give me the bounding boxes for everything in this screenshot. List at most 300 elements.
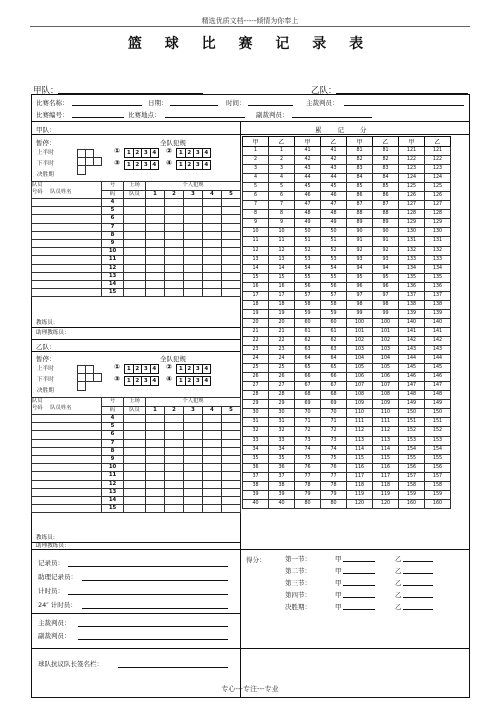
score-cell[interactable]: 63 (295, 346, 321, 355)
foul-box[interactable]: 4 (202, 161, 211, 170)
on-court-cell[interactable] (124, 215, 146, 223)
on-court-cell[interactable] (124, 480, 146, 488)
score-cell[interactable]: 99 (373, 309, 399, 318)
foul-cell[interactable] (203, 456, 222, 464)
score-cell[interactable]: 126 (425, 192, 451, 201)
score-cell[interactable]: 98 (347, 300, 373, 309)
score-cell[interactable]: 44 (321, 174, 347, 183)
score-cell[interactable]: 122 (399, 156, 425, 165)
score-cell[interactable]: 120 (347, 499, 373, 508)
foul-cell[interactable] (146, 488, 165, 496)
foul-cell[interactable] (184, 272, 203, 280)
score-cell[interactable]: 155 (399, 454, 425, 463)
score-cell[interactable]: 77 (295, 472, 321, 481)
score-cell[interactable]: 15 (269, 273, 295, 282)
foul-box[interactable]: 1 (177, 377, 186, 386)
score-cell[interactable]: 71 (321, 418, 347, 427)
foul-cell[interactable] (222, 223, 241, 231)
score-cell[interactable]: 45 (295, 183, 321, 192)
foul-cell[interactable] (203, 472, 222, 480)
score-cell[interactable]: 48 (321, 210, 347, 219)
score-cell[interactable]: 146 (425, 373, 451, 382)
foul-cell[interactable] (203, 431, 222, 439)
score-cell[interactable]: 132 (425, 246, 451, 255)
score-cell[interactable]: 113 (373, 436, 399, 445)
foul-cell[interactable] (222, 456, 241, 464)
score-cell[interactable]: 14 (243, 264, 269, 273)
score-cell[interactable]: 151 (399, 418, 425, 427)
foul-box[interactable]: 3 (142, 161, 151, 170)
score-cell[interactable]: 20 (269, 318, 295, 327)
foul-cell[interactable] (165, 439, 184, 447)
score-cell[interactable]: 68 (321, 391, 347, 400)
on-court-cell[interactable] (124, 223, 146, 231)
foul-cell[interactable] (222, 272, 241, 280)
foul-cell[interactable] (222, 472, 241, 480)
score-cell[interactable]: 37 (243, 472, 269, 481)
score-cell[interactable]: 7 (269, 201, 295, 210)
score-cell[interactable]: 146 (399, 373, 425, 382)
score-cell[interactable]: 86 (373, 192, 399, 201)
timeout-box[interactable] (78, 150, 86, 158)
foul-cell[interactable] (165, 415, 184, 423)
foul-cell[interactable] (165, 264, 184, 272)
score-cell[interactable]: 27 (243, 382, 269, 391)
timeout-box[interactable] (86, 366, 94, 374)
team-b-score-line[interactable] (403, 573, 433, 574)
score-cell[interactable]: 47 (321, 201, 347, 210)
score-cell[interactable]: 154 (425, 445, 451, 454)
foul-cell[interactable] (165, 464, 184, 472)
foul-cell[interactable] (184, 215, 203, 223)
foul-box[interactable]: 4 (202, 377, 211, 386)
score-cell[interactable]: 61 (321, 327, 347, 336)
score-cell[interactable]: 20 (243, 318, 269, 327)
score-cell[interactable]: 143 (399, 346, 425, 355)
score-cell[interactable]: 48 (295, 210, 321, 219)
foul-cell[interactable] (146, 281, 165, 289)
score-cell[interactable]: 25 (243, 364, 269, 373)
foul-cell[interactable] (165, 199, 184, 207)
foul-cell[interactable] (146, 472, 165, 480)
score-cell[interactable]: 44 (295, 174, 321, 183)
score-cell[interactable]: 156 (425, 463, 451, 472)
foul-cell[interactable] (146, 464, 165, 472)
on-court-cell[interactable] (124, 289, 146, 297)
score-cell[interactable]: 2 (243, 156, 269, 165)
score-cell[interactable]: 111 (347, 418, 373, 427)
score-cell[interactable]: 106 (347, 373, 373, 382)
score-cell[interactable]: 16 (243, 282, 269, 291)
foul-cell[interactable] (222, 256, 241, 264)
player-name-cell[interactable] (32, 248, 102, 256)
score-cell[interactable]: 12 (269, 246, 295, 255)
score-cell[interactable]: 82 (373, 156, 399, 165)
foul-cell[interactable] (146, 456, 165, 464)
score-cell[interactable]: 85 (347, 183, 373, 192)
foul-box[interactable]: 2 (133, 149, 142, 158)
foul-box[interactable]: 4 (202, 149, 211, 158)
score-cell[interactable]: 1 (269, 147, 295, 156)
score-cell[interactable]: 130 (399, 228, 425, 237)
team-b-score-line[interactable] (403, 609, 433, 610)
score-cell[interactable]: 124 (425, 174, 451, 183)
score-cell[interactable]: 89 (373, 219, 399, 228)
score-cell[interactable]: 153 (399, 436, 425, 445)
score-cell[interactable]: 160 (399, 499, 425, 508)
team-b-score-line[interactable] (403, 561, 433, 562)
score-cell[interactable]: 102 (373, 336, 399, 345)
score-cell[interactable]: 141 (399, 327, 425, 336)
foul-cell[interactable] (146, 215, 165, 223)
foul-cell[interactable] (184, 497, 203, 505)
foul-cell[interactable] (203, 415, 222, 423)
foul-cell[interactable] (146, 207, 165, 215)
score-cell[interactable]: 119 (347, 490, 373, 499)
foul-cell[interactable] (203, 215, 222, 223)
score-cell[interactable]: 66 (321, 373, 347, 382)
player-name-cell[interactable] (32, 497, 102, 505)
score-cell[interactable]: 109 (373, 400, 399, 409)
score-cell[interactable]: 6 (243, 192, 269, 201)
score-cell[interactable]: 142 (425, 336, 451, 345)
score-cell[interactable]: 83 (347, 165, 373, 174)
score-cell[interactable]: 15 (243, 273, 269, 282)
score-cell[interactable]: 149 (399, 400, 425, 409)
score-cell[interactable]: 3 (269, 165, 295, 174)
foul-cell[interactable] (146, 223, 165, 231)
foul-cell[interactable] (222, 505, 241, 513)
timeout-box[interactable] (86, 158, 94, 166)
foul-cell[interactable] (222, 215, 241, 223)
score-cell[interactable]: 36 (269, 463, 295, 472)
on-court-cell[interactable] (124, 240, 146, 248)
foul-cell[interactable] (146, 431, 165, 439)
score-cell[interactable]: 150 (399, 409, 425, 418)
score-cell[interactable]: 67 (321, 382, 347, 391)
foul-cell[interactable] (165, 223, 184, 231)
foul-cell[interactable] (184, 423, 203, 431)
score-cell[interactable]: 129 (425, 219, 451, 228)
score-cell[interactable]: 59 (295, 309, 321, 318)
score-cell[interactable]: 93 (347, 255, 373, 264)
score-cell[interactable]: 108 (347, 391, 373, 400)
foul-cell[interactable] (165, 272, 184, 280)
foul-box[interactable]: 2 (185, 377, 194, 386)
score-cell[interactable]: 76 (321, 463, 347, 472)
foul-box[interactable]: 2 (133, 377, 142, 386)
score-cell[interactable]: 147 (425, 382, 451, 391)
foul-box[interactable]: 3 (142, 149, 151, 158)
timeout-box[interactable] (78, 166, 86, 174)
foul-cell[interactable] (165, 497, 184, 505)
score-cell[interactable]: 54 (295, 264, 321, 273)
foul-cell[interactable] (184, 289, 203, 297)
score-cell[interactable]: 21 (269, 327, 295, 336)
score-cell[interactable]: 23 (243, 346, 269, 355)
player-name-cell[interactable] (32, 215, 102, 223)
score-cell[interactable]: 124 (399, 174, 425, 183)
score-cell[interactable]: 55 (321, 273, 347, 282)
score-cell[interactable]: 137 (399, 291, 425, 300)
foul-box[interactable]: 1 (177, 161, 186, 170)
score-cell[interactable]: 46 (321, 192, 347, 201)
score-cell[interactable]: 40 (269, 499, 295, 508)
score-cell[interactable]: 9 (243, 219, 269, 228)
player-name-cell[interactable] (32, 272, 102, 280)
foul-cell[interactable] (146, 272, 165, 280)
score-cell[interactable]: 147 (399, 382, 425, 391)
on-court-cell[interactable] (124, 439, 146, 447)
foul-box[interactable]: 1 (177, 149, 186, 158)
score-cell[interactable]: 61 (295, 327, 321, 336)
foul-cell[interactable] (146, 248, 165, 256)
score-cell[interactable]: 160 (425, 499, 451, 508)
score-cell[interactable]: 115 (373, 454, 399, 463)
team-a-score-line[interactable] (343, 609, 375, 610)
score-cell[interactable]: 90 (347, 228, 373, 237)
score-cell[interactable]: 51 (295, 237, 321, 246)
player-name-cell[interactable] (32, 488, 102, 496)
score-cell[interactable]: 135 (425, 273, 451, 282)
foul-cell[interactable] (203, 199, 222, 207)
score-cell[interactable]: 49 (295, 219, 321, 228)
score-cell[interactable]: 158 (399, 481, 425, 490)
score-cell[interactable]: 94 (347, 264, 373, 273)
score-cell[interactable]: 32 (269, 427, 295, 436)
on-court-cell[interactable] (124, 231, 146, 239)
team-b-score-line[interactable] (403, 597, 433, 598)
score-cell[interactable]: 91 (373, 237, 399, 246)
foul-box[interactable]: 2 (133, 365, 142, 374)
on-court-cell[interactable] (124, 431, 146, 439)
foul-box[interactable]: 4 (150, 365, 159, 374)
foul-cell[interactable] (203, 480, 222, 488)
foul-cell[interactable] (184, 240, 203, 248)
score-cell[interactable]: 98 (373, 300, 399, 309)
score-cell[interactable]: 55 (295, 273, 321, 282)
score-cell[interactable]: 13 (243, 255, 269, 264)
score-cell[interactable]: 74 (321, 445, 347, 454)
score-cell[interactable]: 36 (243, 463, 269, 472)
foul-cell[interactable] (184, 480, 203, 488)
score-cell[interactable]: 26 (269, 373, 295, 382)
score-cell[interactable]: 43 (321, 165, 347, 174)
on-court-cell[interactable] (124, 497, 146, 505)
score-cell[interactable]: 141 (425, 327, 451, 336)
player-name-cell[interactable] (32, 480, 102, 488)
foul-cell[interactable] (222, 199, 241, 207)
foul-cell[interactable] (184, 199, 203, 207)
score-cell[interactable]: 149 (425, 400, 451, 409)
score-cell[interactable]: 9 (269, 219, 295, 228)
on-court-cell[interactable] (124, 248, 146, 256)
foul-cell[interactable] (146, 415, 165, 423)
score-cell[interactable]: 107 (347, 382, 373, 391)
score-cell[interactable]: 31 (269, 418, 295, 427)
score-cell[interactable]: 11 (243, 237, 269, 246)
score-cell[interactable]: 33 (243, 436, 269, 445)
score-cell[interactable]: 47 (295, 201, 321, 210)
score-cell[interactable]: 105 (347, 364, 373, 373)
player-name-cell[interactable] (32, 240, 102, 248)
foul-cell[interactable] (222, 447, 241, 455)
player-name-cell[interactable] (32, 207, 102, 215)
score-cell[interactable]: 53 (295, 255, 321, 264)
foul-cell[interactable] (203, 223, 222, 231)
foul-box[interactable]: 2 (185, 149, 194, 158)
on-court-cell[interactable] (124, 464, 146, 472)
foul-cell[interactable] (184, 415, 203, 423)
score-cell[interactable]: 116 (373, 463, 399, 472)
foul-cell[interactable] (165, 423, 184, 431)
score-cell[interactable]: 133 (425, 255, 451, 264)
score-cell[interactable]: 114 (347, 445, 373, 454)
score-cell[interactable]: 81 (347, 147, 373, 156)
foul-box[interactable]: 3 (194, 377, 203, 386)
score-cell[interactable]: 10 (243, 228, 269, 237)
score-cell[interactable]: 66 (295, 373, 321, 382)
score-cell[interactable]: 103 (347, 346, 373, 355)
score-cell[interactable]: 83 (373, 165, 399, 174)
foul-cell[interactable] (165, 431, 184, 439)
foul-box[interactable]: 1 (125, 365, 134, 374)
score-cell[interactable]: 138 (399, 300, 425, 309)
score-cell[interactable]: 138 (425, 300, 451, 309)
foul-cell[interactable] (165, 289, 184, 297)
score-cell[interactable]: 145 (399, 364, 425, 373)
score-cell[interactable]: 56 (295, 282, 321, 291)
score-cell[interactable]: 109 (347, 400, 373, 409)
score-cell[interactable]: 140 (399, 318, 425, 327)
foul-cell[interactable] (165, 447, 184, 455)
score-cell[interactable]: 136 (399, 282, 425, 291)
foul-box[interactable]: 4 (150, 161, 159, 170)
foul-cell[interactable] (222, 423, 241, 431)
foul-cell[interactable] (165, 231, 184, 239)
timeout-box[interactable] (78, 366, 86, 374)
on-court-cell[interactable] (124, 264, 146, 272)
foul-cell[interactable] (184, 248, 203, 256)
foul-cell[interactable] (165, 456, 184, 464)
score-cell[interactable]: 8 (269, 210, 295, 219)
score-cell[interactable]: 46 (295, 192, 321, 201)
score-cell[interactable]: 4 (269, 174, 295, 183)
foul-cell[interactable] (203, 272, 222, 280)
score-cell[interactable]: 153 (425, 436, 451, 445)
score-cell[interactable]: 92 (347, 246, 373, 255)
score-cell[interactable]: 52 (321, 246, 347, 255)
foul-cell[interactable] (146, 256, 165, 264)
foul-cell[interactable] (184, 223, 203, 231)
score-cell[interactable]: 40 (243, 499, 269, 508)
timeout-box[interactable] (78, 374, 86, 382)
score-cell[interactable]: 119 (373, 490, 399, 499)
score-cell[interactable]: 123 (425, 165, 451, 174)
on-court-cell[interactable] (124, 447, 146, 455)
score-cell[interactable]: 39 (243, 490, 269, 499)
score-cell[interactable]: 25 (269, 364, 295, 373)
foul-cell[interactable] (165, 488, 184, 496)
score-cell[interactable]: 57 (321, 291, 347, 300)
score-cell[interactable]: 37 (269, 472, 295, 481)
foul-cell[interactable] (203, 248, 222, 256)
foul-cell[interactable] (222, 289, 241, 297)
score-cell[interactable]: 29 (243, 400, 269, 409)
score-cell[interactable]: 70 (295, 409, 321, 418)
score-cell[interactable]: 79 (295, 490, 321, 499)
score-cell[interactable]: 30 (269, 409, 295, 418)
score-cell[interactable]: 114 (373, 445, 399, 454)
timeout-box[interactable] (94, 374, 102, 382)
foul-cell[interactable] (203, 505, 222, 513)
foul-cell[interactable] (146, 447, 165, 455)
score-cell[interactable]: 73 (321, 436, 347, 445)
score-cell[interactable]: 49 (321, 219, 347, 228)
score-cell[interactable]: 42 (295, 156, 321, 165)
player-name-cell[interactable] (32, 431, 102, 439)
score-cell[interactable]: 123 (399, 165, 425, 174)
score-cell[interactable]: 65 (321, 364, 347, 373)
score-cell[interactable]: 134 (399, 264, 425, 273)
player-name-cell[interactable] (32, 472, 102, 480)
score-cell[interactable]: 131 (425, 237, 451, 246)
team-b-score-line[interactable] (403, 585, 433, 586)
foul-cell[interactable] (184, 464, 203, 472)
score-cell[interactable]: 62 (295, 336, 321, 345)
score-cell[interactable]: 32 (243, 427, 269, 436)
score-cell[interactable]: 104 (347, 355, 373, 364)
on-court-cell[interactable] (124, 207, 146, 215)
team-a-score-line[interactable] (343, 597, 375, 598)
player-name-cell[interactable] (32, 456, 102, 464)
foul-cell[interactable] (203, 256, 222, 264)
score-cell[interactable]: 121 (425, 147, 451, 156)
foul-cell[interactable] (203, 264, 222, 272)
score-cell[interactable]: 96 (347, 282, 373, 291)
score-cell[interactable]: 87 (373, 201, 399, 210)
foul-cell[interactable] (222, 480, 241, 488)
score-cell[interactable]: 111 (373, 418, 399, 427)
foul-cell[interactable] (184, 439, 203, 447)
foul-cell[interactable] (184, 264, 203, 272)
score-cell[interactable]: 93 (373, 255, 399, 264)
foul-box[interactable]: 3 (194, 149, 203, 158)
score-cell[interactable]: 6 (269, 192, 295, 201)
score-cell[interactable]: 84 (373, 174, 399, 183)
score-cell[interactable]: 34 (243, 445, 269, 454)
score-cell[interactable]: 157 (425, 472, 451, 481)
on-court-cell[interactable] (124, 472, 146, 480)
score-cell[interactable]: 142 (399, 336, 425, 345)
score-cell[interactable]: 70 (321, 409, 347, 418)
player-name-cell[interactable] (32, 231, 102, 239)
score-cell[interactable]: 152 (425, 427, 451, 436)
foul-cell[interactable] (184, 431, 203, 439)
score-cell[interactable]: 133 (399, 255, 425, 264)
score-cell[interactable]: 3 (243, 165, 269, 174)
score-cell[interactable]: 16 (269, 282, 295, 291)
timeout-box[interactable] (78, 158, 86, 166)
score-cell[interactable]: 13 (269, 255, 295, 264)
timeout-box[interactable] (86, 150, 94, 158)
score-cell[interactable]: 80 (321, 499, 347, 508)
score-cell[interactable]: 75 (321, 454, 347, 463)
score-cell[interactable]: 59 (321, 309, 347, 318)
score-cell[interactable]: 81 (373, 147, 399, 156)
score-cell[interactable]: 73 (295, 436, 321, 445)
score-cell[interactable]: 38 (269, 481, 295, 490)
